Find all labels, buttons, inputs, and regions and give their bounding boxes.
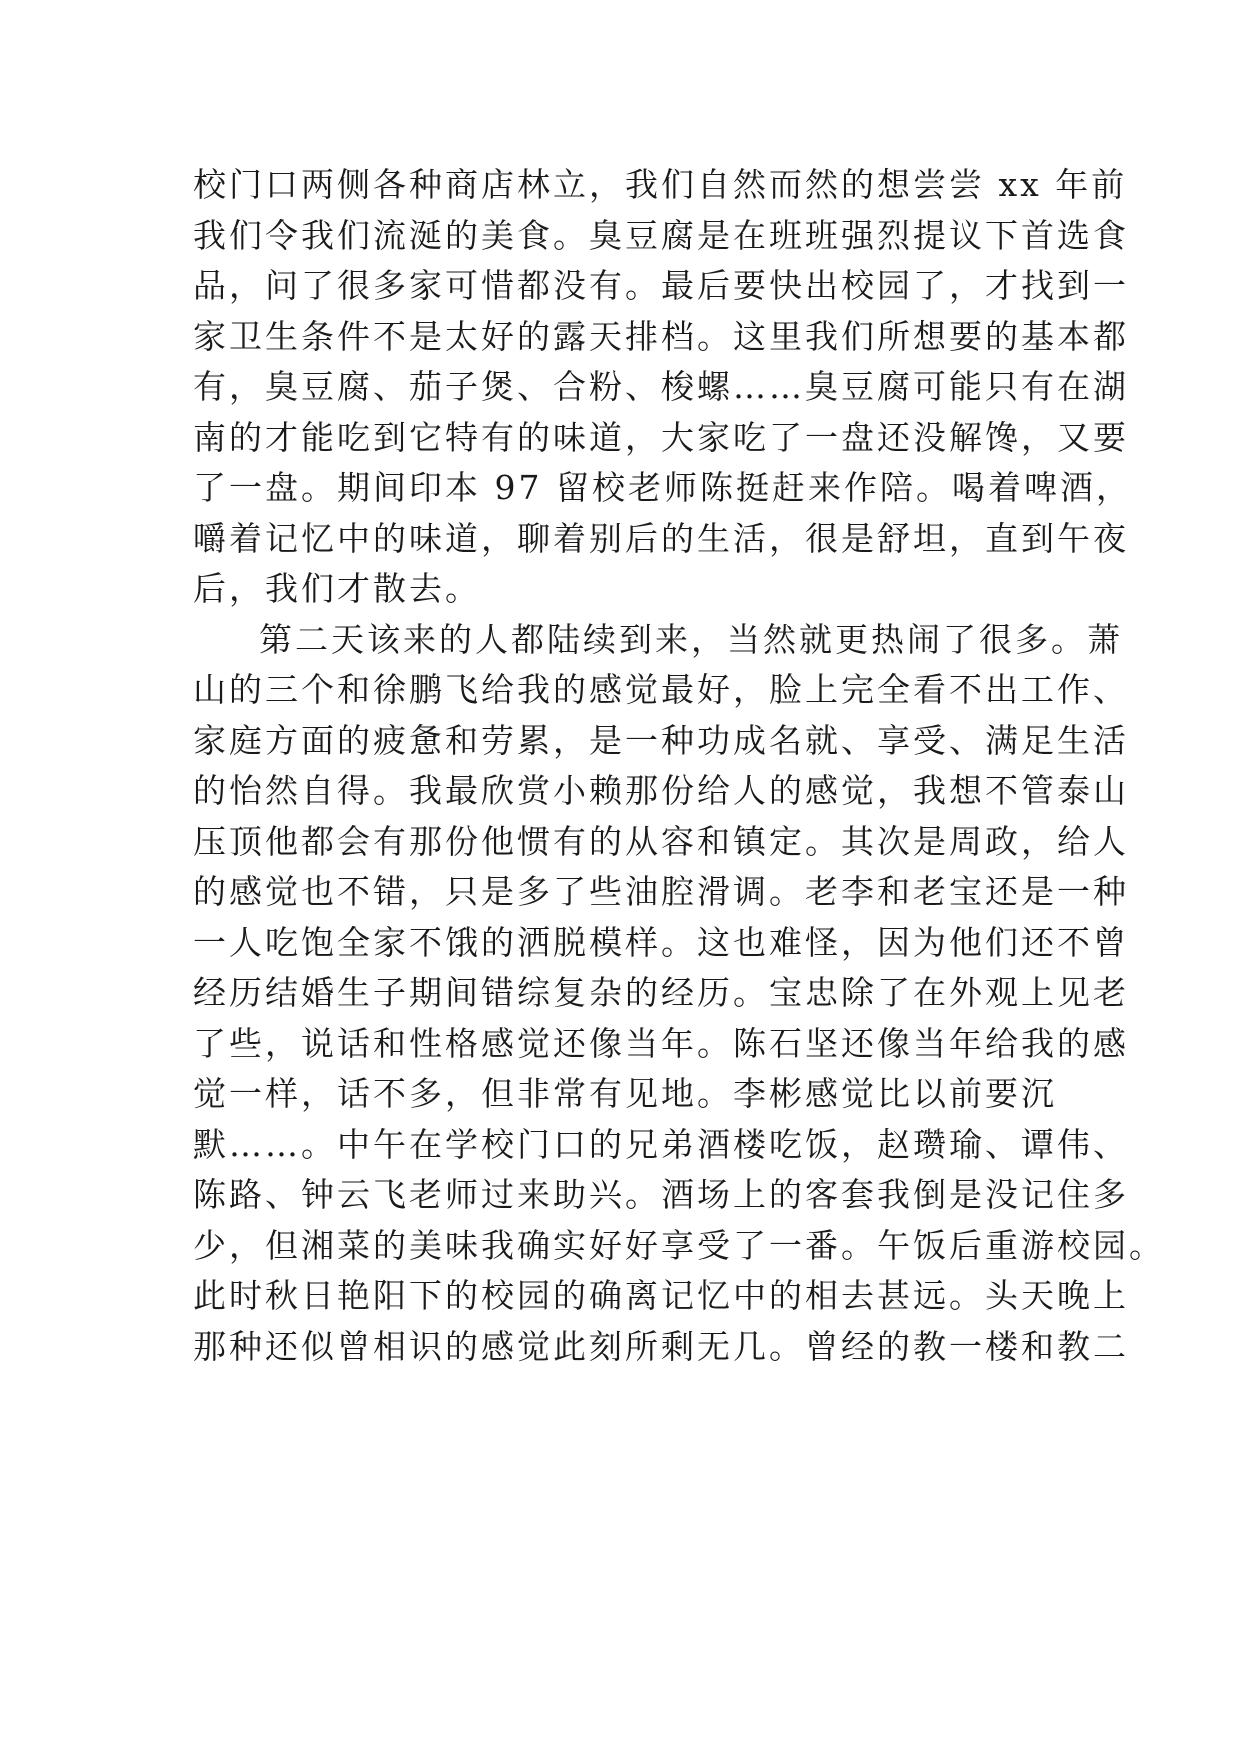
paragraph-2-line: 那种还似曾相识的感觉此刻所剩无几。曾经的教一楼和教二 xyxy=(193,1326,1129,1366)
paragraph-1-line: 了一盘。期间印本 97 留校老师陈挺赶来作陪。喝着啤酒， xyxy=(193,468,1132,507)
paragraph-2-line: 默……。中午在学校门口的兄弟酒楼吃饭，赵瓒瑜、谭伟、 xyxy=(193,1124,1129,1164)
paragraph-2-line: 了些，说话和性格感觉还像当年。陈石坚还像当年给我的感 xyxy=(193,1023,1129,1063)
paragraph-2-line: 山的三个和徐鹏飞给我的感觉最好，脸上完全看不出工作、 xyxy=(193,670,1129,709)
paragraph-2-line: 经历结婚生子期间错综复杂的经历。宝忠除了在外观上见老 xyxy=(193,973,1129,1012)
paragraph-2-line: 的怡然自得。我最欣赏小赖那份给人的感觉，我想不管泰山 xyxy=(193,771,1129,810)
paragraph-2-line: 觉一样，话不多，但非常有见地。李彬感觉比以前要沉 xyxy=(193,1074,1057,1113)
paragraph-1-line: 我们令我们流涎的美食。臭豆腐是在班班强烈提议下首选食 xyxy=(193,215,1129,255)
paragraph-2-line: 一人吃饱全家不饿的洒脱模样。这也难怪，因为他们还不曾 xyxy=(193,922,1129,962)
paragraph-1-line: 后，我们才散去。 xyxy=(193,569,481,608)
paragraph-1-line: 品，问了很多家可惜都没有。最后要快出校园了，才找到一 xyxy=(193,266,1129,305)
paragraph-2-line: 家庭方面的疲惫和劳累，是一种功成名就、享受、满足生活 xyxy=(193,720,1129,760)
paragraph-1-line: 有，臭豆腐、茄子煲、合粉、梭螺……臭豆腐可能只有在湖 xyxy=(193,367,1129,406)
paragraph-1-line: 南的才能吃到它特有的味道，大家吃了一盘还没解馋，又要 xyxy=(193,417,1129,457)
paragraph-2-line: 陈路、钟云飞老师过来助兴。酒场上的客套我倒是没记住多 xyxy=(193,1175,1129,1214)
paragraph-1-line: 嚼着记忆中的味道，聊着别后的生活，很是舒坦，直到午夜 xyxy=(193,518,1129,558)
paragraph-1-line: 家卫生条件不是太好的露天排档。这里我们所想要的基本都 xyxy=(193,316,1129,356)
paragraph-2-line: 此时秋日艳阳下的校园的确离记忆中的相去甚远。头天晚上 xyxy=(193,1276,1129,1315)
paragraph-2-first-line: 第二天该来的人都陆续到来，当然就更热闹了很多。萧 xyxy=(259,619,1123,659)
document-body xyxy=(193,160,1165,1372)
paragraph-2-line: 的感觉也不错，只是多了些油腔滑调。老李和老宝还是一种 xyxy=(193,872,1129,911)
paragraph-1-line: 校门口两侧各种商店林立，我们自然而然的想尝尝 xx 年前 xyxy=(193,165,1128,204)
paragraph-2-line: 压顶他都会有那份他惯有的从容和镇定。其次是周政，给人 xyxy=(193,821,1129,861)
paragraph-2-line: 少，但湘菜的美味我确实好好享受了一番。午饭后重游校园。 xyxy=(193,1225,1165,1265)
